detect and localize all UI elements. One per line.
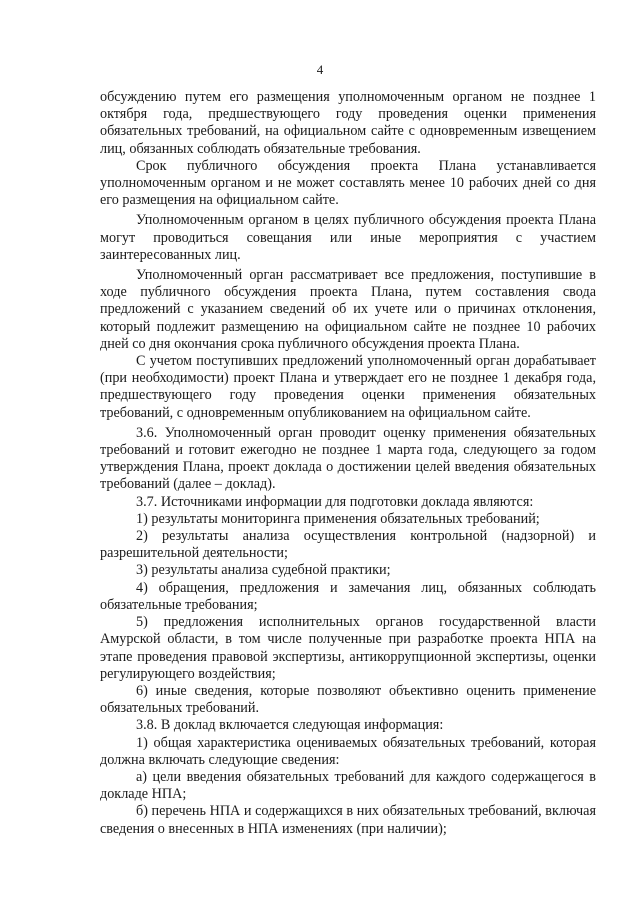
list-item: 1) результаты мониторинга применения обязательных требований;	[136, 510, 540, 527]
document-body	[100, 89, 596, 838]
paragraph: обсуждению путем его размещения уполномоченным органом не позднее 1 октября года, предшествующего году проведения оценки применения обязательных требований, на официальном сайте с одновременным извещением лиц, обязанных соблюдать обязательные требования.	[100, 89, 596, 157]
paragraph: 3.6. Уполномоченный орган проводит оценку применения обязательных требований и готовит ежегодно не позднее 1 марта года, следующего за годом утверждения Плана, проект доклада о достижении целей введения обязательных требований (далее – доклад).	[100, 424, 596, 493]
list-item: 6) иные сведения, которые позволяют объективно оценить применение обязательных требований.	[100, 682, 596, 717]
list-item: 5) предложения исполнительных органов государственной власти Амурской области, в том числе полученные при разработке проекта НПА на этапе проведения правовой экспертизы, антикоррупционной экспертизы, оценки регулирующего воздействия;	[100, 614, 596, 682]
paragraph: 3.7. Источниками информации для подготовки доклада являются:	[136, 493, 534, 510]
page-number: 4	[316, 62, 324, 77]
list-item: 2) результаты анализа осуществления контрольной (надзорной) и разрешительной деятельности;	[100, 528, 596, 562]
paragraph: Уполномоченным органом в целях публичного обсуждения проекта Плана могут проводиться совещания или иные мероприятия с участием заинтересованных лиц.	[100, 212, 596, 263]
paragraph: 3.8. В доклад включается следующая информация:	[136, 717, 444, 734]
list-item: 3) результаты анализа судебной практики;	[136, 562, 391, 579]
paragraph: С учетом поступивших предложений уполномоченный орган дорабатывает (при необходимости) проект Плана и утверждает его не позднее 1 декабря года, предшествующего году проведения оценки применения обязательных требований, с одновременным опубликованием на официальном сайте.	[100, 353, 596, 421]
list-item: 4) обращения, предложения и замечания лиц, обязанных соблюдать обязательные требования;	[100, 579, 596, 613]
paragraph: Уполномоченный орган рассматривает все предложения, поступившие в ходе публичного обсуждения проекта Плана, путем составления свода предложений с указанием сведений об их учете или о причинах отклонения, который подлежит размещению на официальном сайте не позднее 10 рабочих дней со дня окончания срока публичного обсуждения проекта Плана.	[100, 267, 596, 352]
list-item: 1) общая характеристика оцениваемых обязательных требований, которая должна включать следующие сведения:	[100, 734, 596, 768]
list-item: б) перечень НПА и содержащихся в них обязательных требований, включая сведения о внесенных в НПА изменениях (при наличии);	[100, 803, 596, 837]
list-item: а) цели введения обязательных требований для каждого содержащегося в докладе НПА;	[100, 768, 596, 803]
paragraph: Срок публичного обсуждения проекта Плана устанавливается уполномоченным органом и не может составлять менее 10 рабочих дней со дня его размещения на официальном сайте.	[100, 157, 596, 209]
